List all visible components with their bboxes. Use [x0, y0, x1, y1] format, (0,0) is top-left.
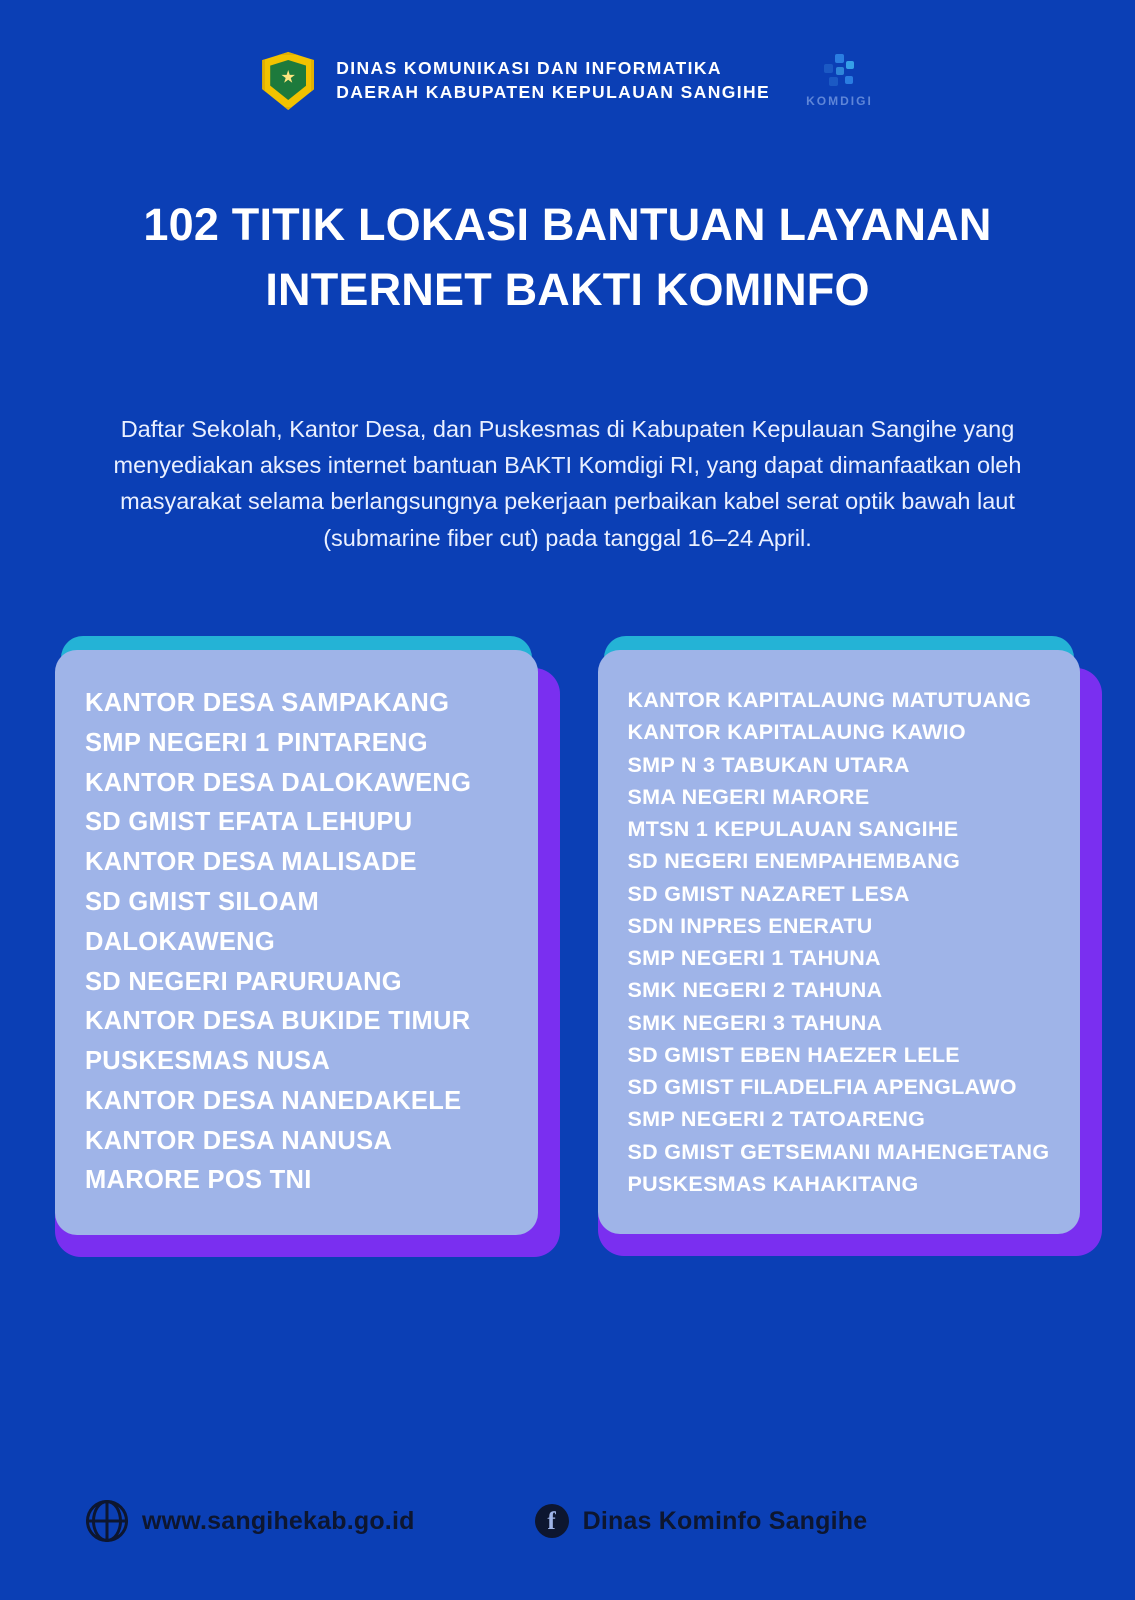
- globe-icon: [86, 1500, 128, 1542]
- list-item: SD GMIST NAZARET LESA: [627, 881, 910, 906]
- institution-line-2: DAERAH KABUPATEN KEPULAUAN SANGIHE: [336, 82, 771, 102]
- list-item: KANTOR DESA NANEDAKELE: [85, 1086, 462, 1115]
- list-item: KANTOR KAPITALAUNG MATUTUANG: [627, 688, 1032, 713]
- list-item: SMP NEGERI 2 TATOARENG: [627, 1107, 926, 1132]
- document-footer: [0, 1500, 1135, 1542]
- locations-list-left: [85, 684, 512, 1201]
- page-title: 102 TITIK LOKASI BANTUAN LAYANAN INTERNET BAKTI KOMINFO: [143, 199, 992, 316]
- list-item: SMK NEGERI 2 TAHUNA: [627, 978, 883, 1003]
- list-item: SD GMIST EBEN HAEZER LELE: [627, 1042, 960, 1067]
- list-item: KANTOR KAPITALAUNG KAWIO: [627, 720, 966, 745]
- document-header: [0, 0, 1135, 110]
- locations-card-left: [55, 650, 538, 1235]
- list-item: SD NEGERI ENEMPAHEMBANG: [627, 849, 961, 874]
- list-item: SD GMIST SILOAM DALOKAWENG: [85, 888, 319, 956]
- list-item: PUSKESMAS NUSA: [85, 1047, 331, 1076]
- list-item: SD GMIST EFATA LEHUPU: [85, 808, 413, 837]
- list-item: SMA NEGERI MARORE: [627, 784, 870, 809]
- list-item: MTSN 1 KEPULAUAN SANGIHE: [627, 817, 959, 842]
- list-item: KANTOR DESA BUKIDE TIMUR: [85, 1007, 471, 1036]
- list-item: SD GMIST GETSEMANI MAHENGETANG: [627, 1139, 1050, 1164]
- list-item: SMK NEGERI 3 TAHUNA: [627, 1010, 883, 1035]
- facebook-label: Dinas Kominfo Sangihe: [582, 1506, 868, 1535]
- list-item: SD NEGERI PARURUANG: [85, 967, 402, 996]
- locations-list-right: [628, 684, 1055, 1200]
- institution-name: [336, 57, 770, 104]
- page-description: Daftar Sekolah, Kantor Desa, dan Puskesmas di Kabupaten Kepulauan Sangihe yang menyediakan akses internet bantuan BAKTI Komdigi RI, yang dapat dimanfaatkan oleh masyarakat selama berlangsungnya pekerjaan perbaikan kabel serat optik bawah laut (submarine fiber cut) pada tanggal 16–24 April.: [113, 415, 1022, 551]
- crest-icon: [262, 52, 314, 110]
- list-item: KANTOR DESA SAMPAKANG: [85, 689, 450, 718]
- list-item: SD GMIST FILADELFIA APENGLAWO: [627, 1075, 1017, 1100]
- list-item: KANTOR DESA MALISADE: [85, 848, 417, 877]
- list-item: KANTOR DESA DALOKAWENG: [85, 768, 472, 797]
- locations-card-left-wrapper: [55, 650, 538, 1235]
- institution-line-1: DINAS KOMUNIKASI DAN INFORMATIKA: [336, 58, 722, 79]
- locations-card-right: [598, 650, 1081, 1234]
- komdigi-icon: [817, 54, 861, 90]
- facebook-link[interactable]: [535, 1504, 868, 1538]
- komdigi-label: KOMDIGI: [806, 94, 873, 108]
- locations-section: [55, 650, 1080, 1235]
- list-item: SMP NEGERI 1 TAHUNA: [627, 946, 881, 971]
- list-item: SMP NEGERI 1 PINTARENG: [85, 728, 428, 757]
- website-link[interactable]: [86, 1500, 415, 1542]
- list-item: SDN INPRES ENERATU: [627, 913, 873, 938]
- list-item: PUSKESMAS KAHAKITANG: [627, 1171, 919, 1196]
- list-item: SMP N 3 TABUKAN UTARA: [627, 752, 910, 777]
- facebook-icon: f: [535, 1504, 569, 1538]
- website-label: www.sangihekab.go.id: [142, 1506, 415, 1535]
- komdigi-logo: [806, 54, 873, 108]
- list-item: MARORE POS TNI: [85, 1166, 312, 1195]
- locations-card-right-wrapper: [598, 650, 1081, 1234]
- list-item: KANTOR DESA NANUSA: [85, 1126, 393, 1155]
